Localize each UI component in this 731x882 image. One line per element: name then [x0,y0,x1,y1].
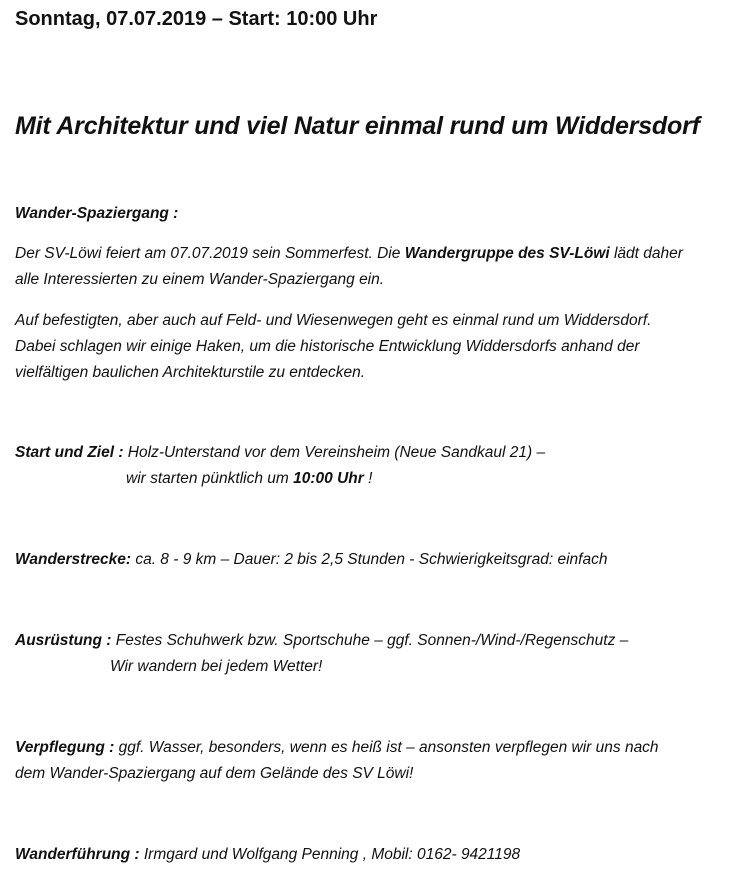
date-line: Sonntag, 07.07.2019 – Start: 10:00 Uhr [15,8,378,30]
start-label: Start und Ziel : [15,444,124,461]
intro-text-end: lädt daher [609,245,683,262]
intro-paragraph-1-line-2: alle Interessierten zu einem Wander-Spaziergang ein. [15,271,385,288]
food-line-1 [15,739,659,757]
guide-label: Wanderführung : [15,846,140,863]
start-time-text: wir starten pünktlich um [126,470,294,487]
intro-paragraph-1-line-1 [15,245,683,263]
guide-text: Irmgard und Wolfgang Penning , Mobil: 0162- 9421198 [139,846,521,863]
start-time-end: ! [363,470,373,487]
equipment-line-1 [15,632,628,650]
intro-paragraph-2-line-2: Dabei schlagen wir einige Haken, um die historische Entwicklung Widdersdorfs anhand der [15,338,640,355]
start-line-2 [126,470,372,488]
intro-paragraph-2-line-3: vielfältigen baulichen Architekturstile zu entdecken. [15,364,366,381]
equipment-label: Ausrüstung : [15,632,112,649]
intro-text: Der SV-Löwi feiert am 07.07.2019 sein Sommerfest. Die [15,245,405,262]
route-label: Wanderstrecke: [15,551,132,568]
intro-paragraph-2-line-1: Auf befestigten, aber auch auf Feld- und Wiesenwegen geht es einmal rund um Widdersdorf. [15,312,652,329]
wandergruppe-highlight: Wandergruppe des SV-Löwi [404,245,610,262]
start-time: 10:00 Uhr [293,470,364,487]
guide-line [15,846,520,864]
food-text: ggf. Wasser, besonders, wenn es heiß ist – ansonsten verpflegen wir uns nach [114,739,659,756]
page-title: Mit Architektur und viel Natur einmal rund um Widdersdorf [15,112,700,140]
food-label: Verpflegung : [15,739,115,756]
start-text: Holz-Unterstand vor dem Vereinsheim (Neue Sandkaul 21) – [123,444,546,461]
equipment-line-2: Wir wandern bei jedem Wetter! [110,658,323,675]
equipment-text: Festes Schuhwerk bzw. Sportschuhe – ggf. Sonnen-/Wind-/Regenschutz – [111,632,629,649]
intro-heading: Wander-Spaziergang : [15,205,179,222]
food-line-2: dem Wander-Spaziergang auf dem Gelände des SV Löwi! [15,765,414,782]
route-line [15,551,607,569]
route-text: ca. 8 - 9 km – Dauer: 2 bis 2,5 Stunden - Schwierigkeitsgrad: einfach [131,551,608,568]
start-line-1 [15,444,545,462]
